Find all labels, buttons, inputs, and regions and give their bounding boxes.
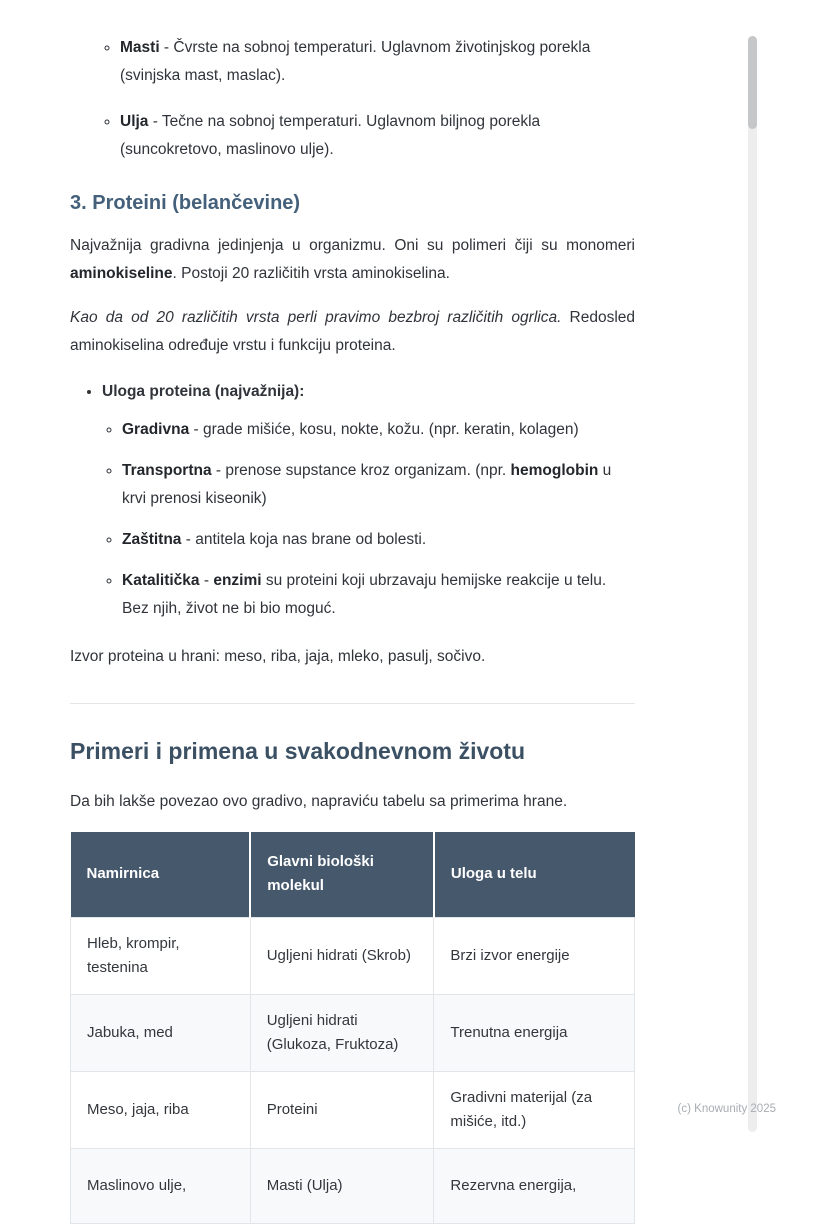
- list-item: [120, 108, 635, 164]
- table-cell: Hleb, krompir, testenina: [71, 917, 251, 994]
- list-item: [122, 567, 635, 623]
- table-header-namirnica: Namirnica: [71, 832, 251, 917]
- roles-title-item: [102, 378, 635, 623]
- role-bold-enzimi: enzimi: [213, 572, 262, 589]
- table-header-molekul: Glavni biološki molekul: [250, 832, 434, 917]
- table-cell: Ugljeni hidrati (Skrob): [250, 917, 434, 994]
- table-cell: Meso, jaja, riba: [71, 1071, 251, 1148]
- table-cell: Ugljeni hidrati (Glukoza, Fruktoza): [250, 994, 434, 1071]
- table-cell: Rezervna energija,: [434, 1148, 635, 1223]
- role-text: - grade mišiće, kosu, nokte, kožu. (npr. keratin, kolagen): [189, 421, 579, 438]
- intro-text: . Postoji 20 različitih vrsta aminokiselina.: [172, 265, 450, 282]
- intro-text: Najvažnija gradivna jedinjenja u organizmu. Oni su polimeri čiji su monomeri: [70, 237, 635, 254]
- table-cell: Proteini: [250, 1071, 434, 1148]
- table-cell: Maslinovo ulje,: [71, 1148, 251, 1223]
- list-item: [120, 34, 635, 90]
- scrollbar[interactable]: [748, 36, 757, 1132]
- list-item: [122, 526, 635, 554]
- table-cell: Trenutna energija: [434, 994, 635, 1071]
- list-item: [122, 457, 635, 513]
- table-cell: Masti (Ulja): [250, 1148, 434, 1223]
- term-zastitna: Zaštitna: [122, 531, 182, 548]
- term-ulja: Ulja: [120, 113, 149, 130]
- term-gradivna: Gradivna: [122, 421, 190, 438]
- food-examples-table: [70, 832, 635, 1224]
- list-item-text: - Čvrste na sobnoj temperaturi. Uglavnom životinjskog porekla (svinjska mast, maslac).: [120, 39, 591, 84]
- lipids-list: [70, 34, 635, 164]
- analogy-italic-text: Kao da od 20 različitih vrsta perli pravimo bezbroj različitih ogrlica.: [70, 309, 562, 326]
- table-header-uloga: Uloga u telu: [434, 832, 635, 917]
- analogy-rest-text: Redosled aminokiselina određuje vrstu i funkciju proteina.: [70, 309, 636, 354]
- table-row: [71, 1071, 635, 1148]
- roles-title: Uloga proteina (najvažnija):: [102, 383, 305, 400]
- role-text: su proteini koji ubrzavaju hemijske reakcije u telu. Bez njih, život ne bi bio moguć.: [122, 572, 607, 617]
- roles-sublist: [102, 416, 635, 623]
- table-header-row: [71, 832, 635, 917]
- section-heading-primeri: Primeri i primena u svakodnevnom životu: [70, 738, 526, 764]
- role-text: -: [199, 572, 214, 589]
- table-row: [71, 1148, 635, 1223]
- table-row: [71, 917, 635, 994]
- examples-intro-paragraph: Da bih lakše povezao ovo gradivo, napraviću tabelu sa primerima hrane.: [70, 793, 568, 810]
- scrollbar-thumb[interactable]: [748, 36, 757, 129]
- role-text: u krvi prenosi kiseonik): [122, 462, 612, 507]
- term-transportna: Transportna: [122, 462, 212, 479]
- section-divider: [70, 703, 635, 704]
- role-bold-hemoglobin: hemoglobin: [510, 462, 599, 479]
- protein-sources-paragraph: Izvor proteina u hrani: meso, riba, jaja, mleko, pasulj, sočivo.: [70, 648, 486, 665]
- term-masti: Masti: [120, 39, 160, 56]
- table-row: [71, 994, 635, 1071]
- intro-bold-aminokiseline: aminokiseline: [70, 265, 173, 282]
- proteins-intro-paragraph: [70, 232, 635, 288]
- footer-credit: (c) Knowunity 2025: [677, 1103, 776, 1115]
- section-heading-proteini: 3. Proteini (belančevine): [70, 192, 301, 214]
- list-item-text: - Tečne na sobnoj temperaturi. Uglavnom biljnog porekla (suncokretovo, maslinovo ulje).: [120, 113, 541, 158]
- term-kataliticka: Katalitička: [122, 572, 200, 589]
- table-cell: Brzi izvor energije: [434, 917, 635, 994]
- document-content: [70, 0, 635, 1224]
- proteins-analogy-paragraph: [70, 304, 635, 360]
- protein-roles-list: [70, 378, 635, 623]
- role-text: - antitela koja nas brane od bolesti.: [181, 531, 427, 548]
- table-cell: Gradivni materijal (za mišiće, itd.): [434, 1071, 635, 1148]
- list-item: [122, 416, 635, 444]
- role-text: - prenose supstance kroz organizam. (npr.: [211, 462, 511, 479]
- table-cell: Jabuka, med: [71, 994, 251, 1071]
